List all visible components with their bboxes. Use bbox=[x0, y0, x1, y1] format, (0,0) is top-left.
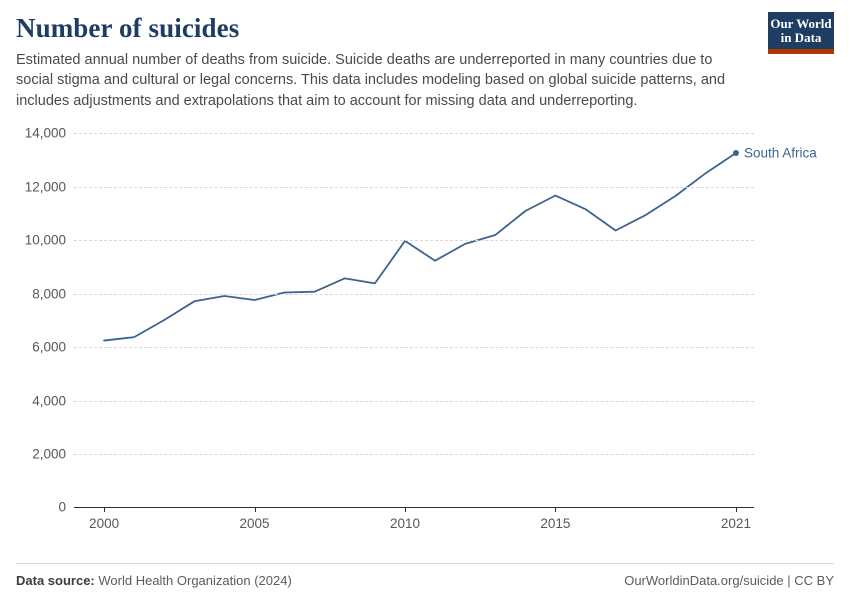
y-axis-tick-label: 14,000 bbox=[24, 125, 66, 141]
page-title: Number of suicides bbox=[16, 13, 240, 43]
gridline bbox=[74, 240, 754, 241]
x-axis-tick-mark bbox=[255, 507, 256, 512]
x-axis-tick-label: 2005 bbox=[239, 516, 270, 532]
series-label-south-africa[interactable]: South Africa bbox=[743, 145, 817, 161]
gridline bbox=[74, 401, 754, 402]
x-axis-tick-label: 2015 bbox=[540, 516, 571, 532]
x-axis-tick-label: 2000 bbox=[89, 516, 120, 532]
y-axis-tick-label: 12,000 bbox=[24, 179, 66, 195]
chart-area bbox=[16, 125, 834, 565]
x-axis-tick-label: 2021 bbox=[720, 516, 751, 532]
x-axis-tick-mark bbox=[104, 507, 105, 512]
data-source-label: Data source: bbox=[16, 573, 95, 588]
y-axis-tick-label: 6,000 bbox=[32, 339, 66, 355]
owid-logo[interactable] bbox=[768, 12, 834, 54]
chart-subtitle: Estimated annual number of deaths from suicide. Suicide deaths are underreported in many countries due to social stigma and cultural or legal concerns. This data includes modeling based on global suicide patterns, and includes adjustments and extrapolations that aim to account for missing data and underreporting. bbox=[16, 51, 726, 109]
gridline bbox=[74, 347, 754, 348]
data-source-value: World Health Organization (2024) bbox=[98, 573, 292, 588]
x-axis-tick-mark bbox=[405, 507, 406, 512]
data-source bbox=[16, 573, 292, 588]
y-axis-tick-label: 8,000 bbox=[32, 286, 66, 302]
y-axis-tick-label: 0 bbox=[58, 499, 66, 515]
y-axis-tick-label: 4,000 bbox=[32, 393, 66, 409]
y-axis-tick-label: 2,000 bbox=[32, 446, 66, 462]
gridline bbox=[74, 507, 754, 508]
y-axis-tick-label: 10,000 bbox=[24, 232, 66, 248]
x-axis-tick-mark bbox=[736, 507, 737, 512]
gridline bbox=[74, 133, 754, 134]
chart-footer bbox=[16, 563, 834, 588]
gridline bbox=[74, 294, 754, 295]
owid-logo-line2: in Data bbox=[780, 29, 822, 45]
gridline bbox=[74, 187, 754, 188]
line-series-south-africa bbox=[74, 133, 754, 507]
chart-header bbox=[16, 14, 834, 111]
gridline bbox=[74, 454, 754, 455]
series-line bbox=[104, 153, 736, 341]
x-axis-tick-mark bbox=[555, 507, 556, 512]
x-axis-tick-label: 2010 bbox=[389, 516, 420, 532]
plot-region[interactable] bbox=[24, 125, 817, 532]
owid-logo-line1: Our World bbox=[770, 15, 832, 31]
series-end-point bbox=[733, 150, 739, 156]
attribution-link[interactable]: OurWorldinData.org/suicide | CC BY bbox=[624, 573, 834, 588]
